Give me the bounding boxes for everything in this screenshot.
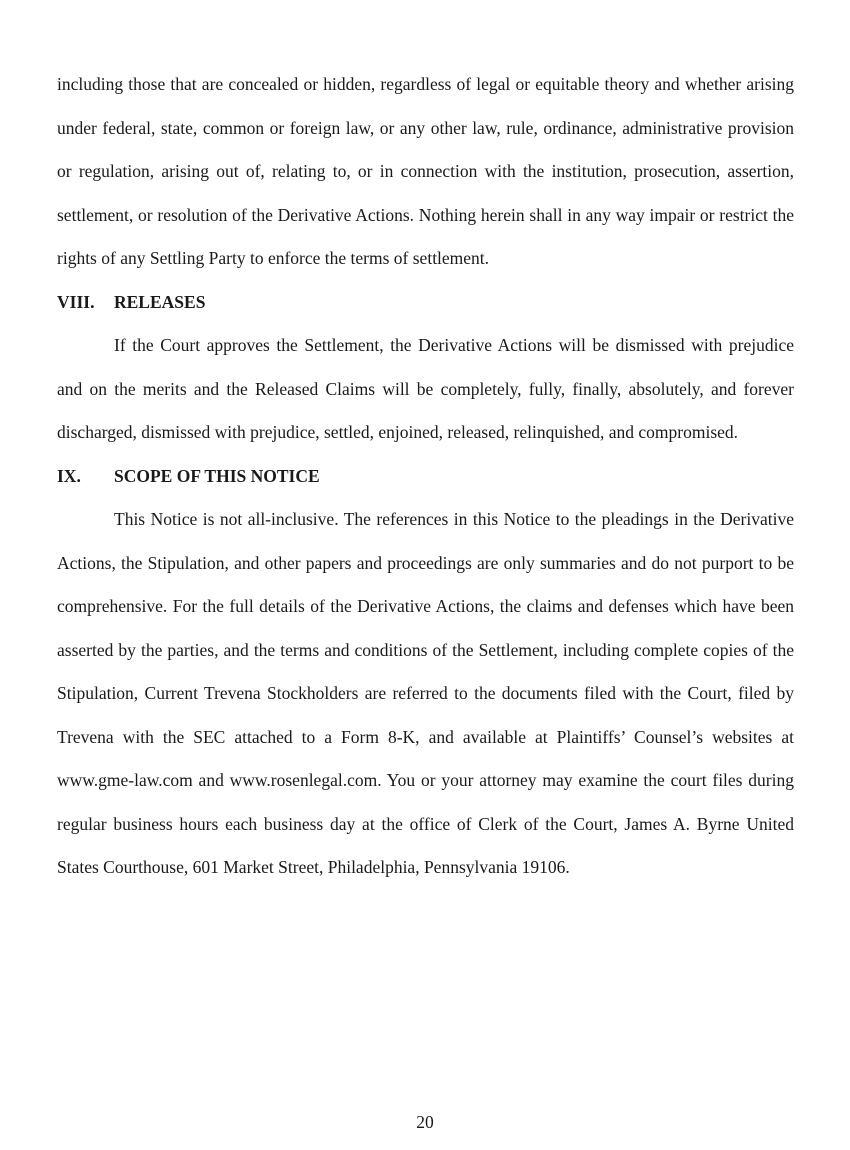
section-title: SCOPE OF THIS NOTICE	[114, 465, 320, 486]
section-number: VIII.	[57, 291, 95, 312]
intro-paragraph: including those that are concealed or hidden, regardless of legal or equitable theory and whether arising under federal, state, common or foreign law, or any other law, rule, ordinance, administrative provision or regulation, arising out of, relating to, or in connection with the institution, prosecution, assertion, settlement, or resolution of the Derivative Actions. Nothing herein shall in any way impair or restrict the rights of any Settling Party to enforce the terms of settlement.	[57, 74, 794, 268]
section-number: IX.	[57, 465, 81, 486]
page-number: 20	[416, 1112, 434, 1132]
section-heading-releases	[57, 281, 794, 325]
section-heading-scope	[57, 455, 794, 499]
scope-paragraph: This Notice is not all-inclusive. The references in this Notice to the pleadings in the Derivative Actions, the Stipulation, and other papers and proceedings are only summaries and do not purport to be comprehensive. For the full details of the Derivative Actions, the claims and defenses which have been asserted by the parties, and the terms and conditions of the Settlement, including complete copies of the Stipulation, Current Trevena Stockholders are referred to the documents filed with the Court, filed by Trevena with the SEC attached to a Form 8-K, and available at Plaintiffs’ Counsel’s websites at www.gme-law.com and www.rosenlegal.com. You or your attorney may examine the court files during regular business hours each business day at the office of Clerk of the Court, James A. Byrne United States Courthouse, 601 Market Street, Philadelphia, Pennsylvania 19106.	[57, 509, 794, 877]
releases-paragraph: If the Court approves the Settlement, the Derivative Actions will be dismissed with prejudice and on the merits and the Released Claims will be completely, fully, finally, absolutely, and forever discharged, dismissed with prejudice, settled, enjoined, released, relinquished, and compromised.	[57, 335, 794, 442]
document-page	[57, 63, 794, 890]
section-title: RELEASES	[114, 291, 206, 312]
